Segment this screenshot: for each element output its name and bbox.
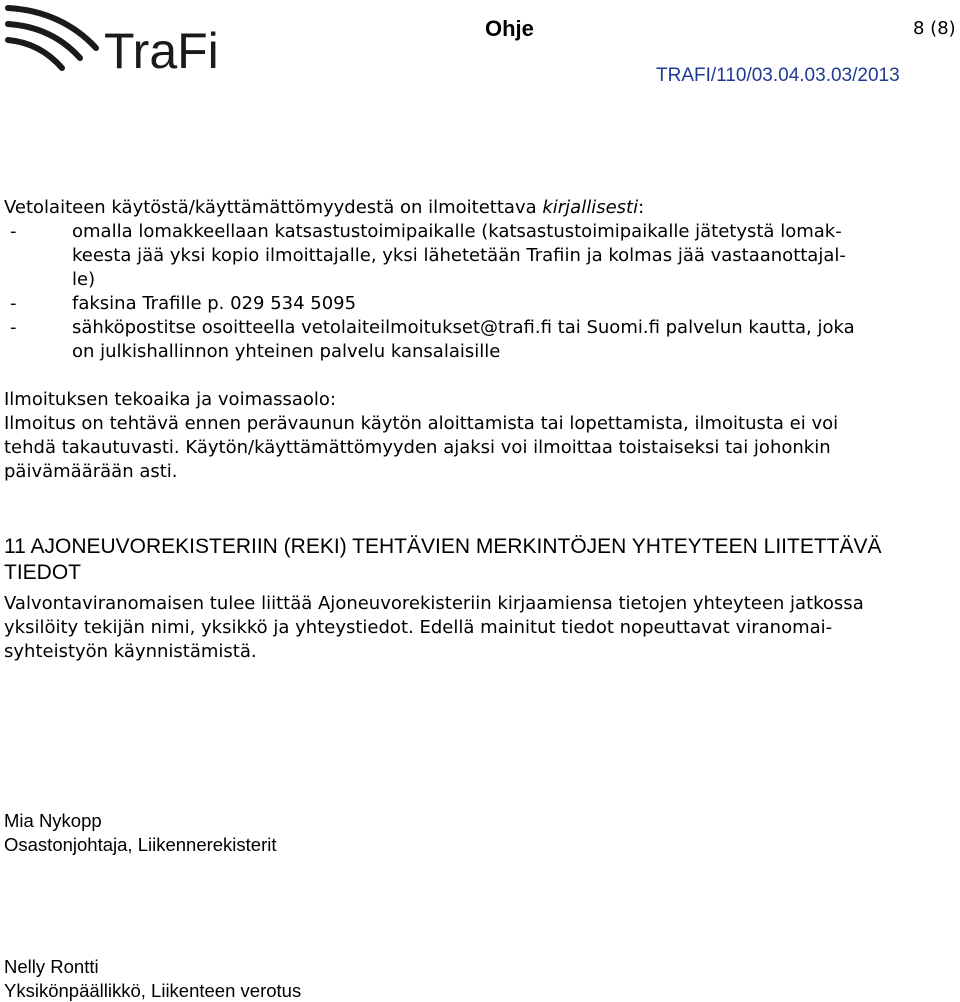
bullet-dash: - [10,317,17,338]
signatory-title: Osastonjohtaja, Liikennerekisterit [4,834,277,855]
bullet-dash: - [10,221,17,242]
page-number: 8 (8) [913,18,956,39]
bullet-line: on julkishallinnon yhteinen palvelu kansalaisille [72,341,501,362]
logo-text: TraFi [104,23,219,79]
paragraph-line: tehdä takautuvasti. Käytön/käyttämättömyyden ajaksi voi ilmoittaa toistaiseksi tai johonkin [4,437,831,458]
notice-intro: Vetolaiteen käytöstä/käyttämättömyydestä on ilmoitettava kirjallisesti: [4,197,645,218]
bullet-dash: - [10,293,17,314]
document-reference: TRAFI/110/03.04.03.03/2013 [656,65,900,86]
signatory-name: Nelly Rontti [4,956,99,977]
paragraph-line: syhteistyön käynnistämistä. [4,641,257,662]
paragraph-line: yksilöity tekijän nimi, yksikkö ja yhteystiedot. Edellä mainitut tiedot nopeuttavat viranomai- [4,617,833,638]
bullet-line: sähköpostitse osoitteella vetolaiteilmoitukset@trafi.fi tai Suomi.fi palvelun kautta, joka [72,317,855,338]
trafi-logo [4,2,224,98]
paragraph-line: päivämäärään asti. [4,461,178,482]
signatory-name: Mia Nykopp [4,810,102,831]
timing-heading: Ilmoituksen tekoaika ja voimassaolo: [4,389,337,410]
bullet-line: faksina Trafille p. 029 534 5095 [72,293,357,314]
emphasis-text: kirjallisesti [542,197,639,218]
section-heading: 11 AJONEUVOREKISTERIIN (REKI) TEHTÄVIEN MERKINTÖJEN YHTEYTEEN LIITETTÄVÄ [4,535,882,558]
document-type: Ohje [485,16,534,41]
logo-swoosh-icon [8,8,96,68]
paragraph-line: Ilmoitus on tehtävä ennen perävaunun käytön aloittamista tai lopettamista, ilmoitusta ei voi [4,413,839,434]
bullet-line: omalla lomakkeellaan katsastustoimipaikalle (katsastustoimipaikalle jätetystä lomak- [72,221,842,242]
signatory-title: Yksikönpäällikkö, Liikenteen verotus [4,980,302,1001]
bullet-line: keesta jää yksi kopio ilmoittajalle, yksi lähetetään Trafiin ja kolmas jää vastaanottajal- [72,245,846,266]
section-heading: TIEDOT [4,561,81,584]
paragraph-line: Valvontaviranomaisen tulee liittää Ajoneuvorekisteriin kirjaamiensa tietojen yhteyteen jatkossa [4,593,864,614]
bullet-line: le) [72,269,96,290]
